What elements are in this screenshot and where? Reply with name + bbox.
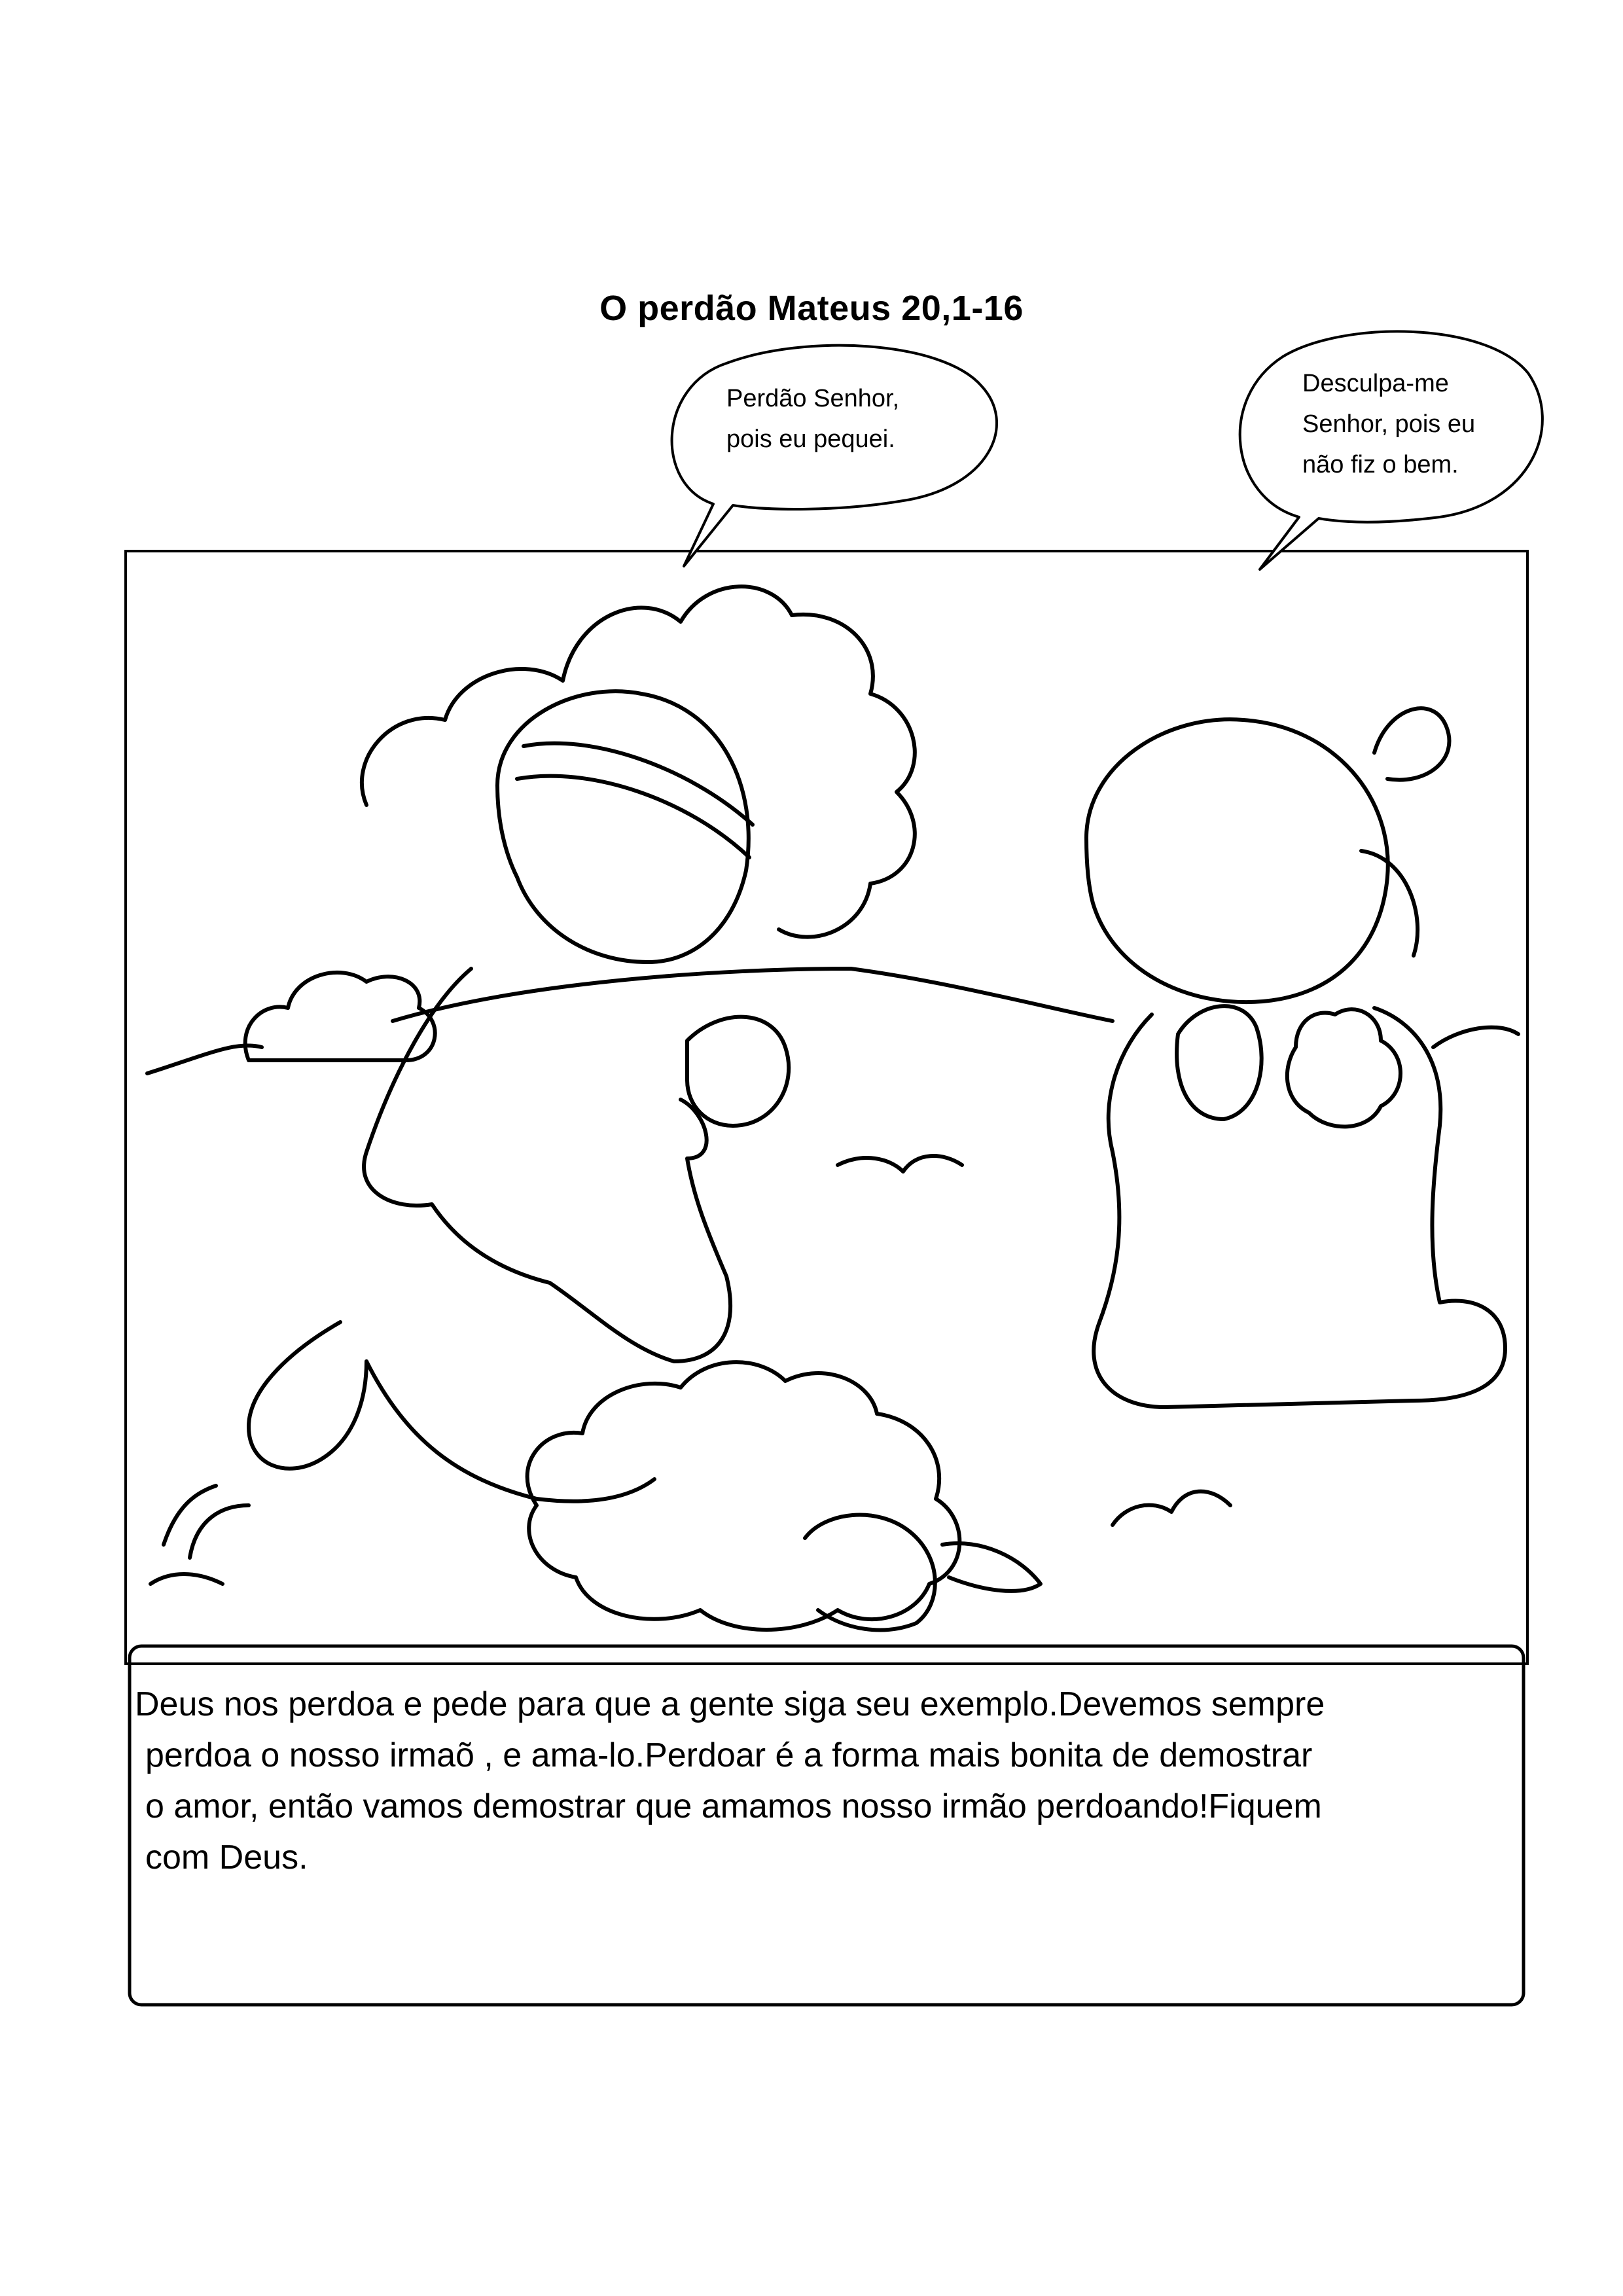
message-text bbox=[131, 1679, 1505, 1883]
speech-bubble-1-text bbox=[726, 378, 899, 459]
message-line: Deus nos perdoa e pede para que a gente siga seu exemplo.Devemos sempre bbox=[135, 1685, 1325, 1723]
bush-large bbox=[362, 586, 915, 937]
boy-leg bbox=[366, 1361, 654, 1501]
lamb-face bbox=[805, 1515, 935, 1630]
lamb bbox=[527, 1362, 960, 1630]
boy-headband bbox=[517, 744, 753, 857]
speech-bubble-1-line: pois eu pequei. bbox=[726, 425, 895, 453]
boy-body bbox=[364, 969, 730, 1361]
speech-bubble-2-line: Senhor, pois eu bbox=[1302, 410, 1476, 438]
grass-3 bbox=[1113, 1492, 1230, 1525]
illustration-frame bbox=[126, 551, 1527, 1664]
boy-foot bbox=[249, 1322, 366, 1469]
message-line: o amor, então vamos demostrar que amamos nosso irmão perdoando!Fiquem bbox=[145, 1787, 1322, 1825]
boy-hands bbox=[687, 1017, 789, 1126]
speech-bubble-2-line: Desculpa-me bbox=[1302, 370, 1449, 397]
hill-line bbox=[147, 969, 1518, 1073]
speech-bubble-2-text bbox=[1302, 363, 1475, 485]
girl-hands bbox=[1177, 1006, 1262, 1119]
message-line: com Deus. bbox=[145, 1839, 308, 1876]
speech-bubble-2-line: não fiz o bem. bbox=[1302, 451, 1459, 478]
teddy-bear bbox=[1287, 1009, 1400, 1126]
speech-bubble-1-line: Perdão Senhor, bbox=[726, 385, 900, 412]
grass-2 bbox=[838, 1156, 962, 1172]
message-line: perdoa o nosso irmaõ , e ama-lo.Perdoar é a forma mais bonita de demostrar bbox=[145, 1736, 1313, 1774]
page-title: O perdão Mateus 20,1-16 bbox=[599, 289, 1024, 328]
girl-bow bbox=[1361, 708, 1449, 956]
grass-1 bbox=[151, 1486, 249, 1584]
girl-head bbox=[1086, 719, 1388, 1002]
girl-body bbox=[1094, 1008, 1505, 1407]
praying-children-illustration bbox=[147, 586, 1518, 1630]
